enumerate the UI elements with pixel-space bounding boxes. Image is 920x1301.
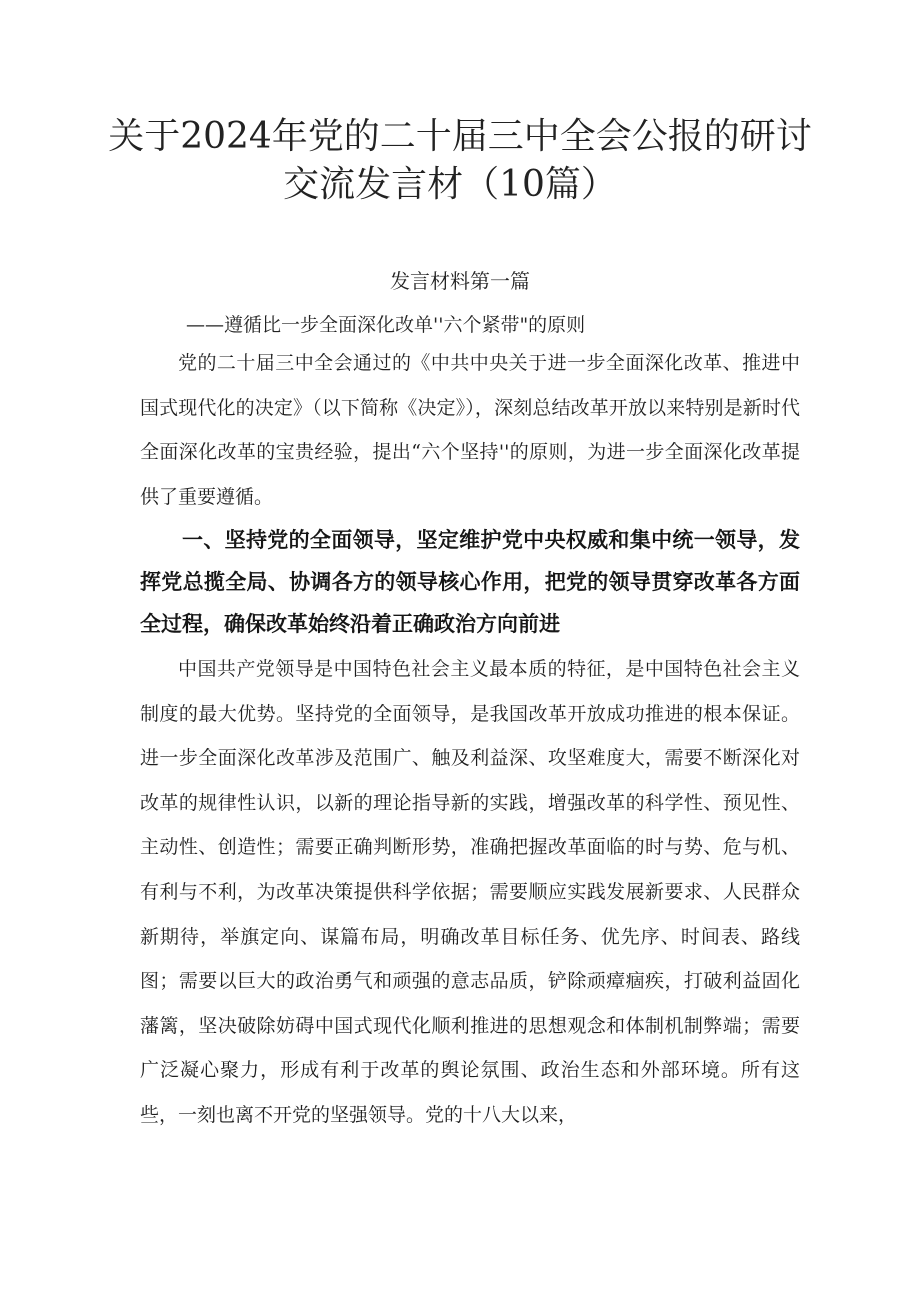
document-title-line-1: 关于2024年党的二十届三中全会公报的研讨: [108, 116, 812, 157]
paragraph-body: 中国共产党领导是中国特色社会主义最本质的特征，是中国特色社会主义制度的最大优势。坚持党的全面领导，是我国改革开放成功推进的根本保证。进一步全面深化改革涉及范围广、触及利益深、攻坚难度大，需要不断深化对改革的规律性认识，以新的理论指导新的实践，增强改革的科学性、预见性、主动性、创造性；需要正确判断形势，准确把握改革面临的时与势、危与机、有利与不利，为改革决策提供科学依据；需要顺应实践发展新要求、人民群众新期待，举旗定向、谋篇布局，明确改革目标任务、优先序、时间表、路线图；需要以巨大的政治勇气和顽强的意志品质，铲除顽瘴痼疾，打破利益固化藩篱，坚决破除妨碍中国式现代化顺利推进的思想观念和体制机制弊端；需要广泛凝心聚力，形成有利于改革的舆论氛围、政治生态和外部环境。所有这些，一刻也离不开党的坚强领导。党的十八大以来，: [140, 658, 800, 1126]
point-heading-1: 一、坚持党的全面领导，坚定维护党中央权威和集中统一领导，发挥党总揽全局、协调各方的领导核心作用，把党的领导贯穿改革各方面全过程，确保改革始终沿着正确政治方向前进: [140, 528, 800, 636]
section-heading: 发言材料第一篇: [390, 269, 530, 293]
document-title-line-2: 交流发言材（10篇）: [283, 164, 617, 205]
section-subtitle: ——遵循比一步全面深化改单''六个紧带"的原则: [186, 314, 586, 336]
paragraph-intro: 党的二十届三中全会通过的《中共中央关于进一步全面深化改革、推进中国式现代化的决定》（以下简称《决定》），深刻总结改革开放以来特别是新时代全面深化改革的宝贵经验，提出“六个坚持''的原则，为进一步全面深化改革提供了重要遵循。: [140, 352, 800, 508]
